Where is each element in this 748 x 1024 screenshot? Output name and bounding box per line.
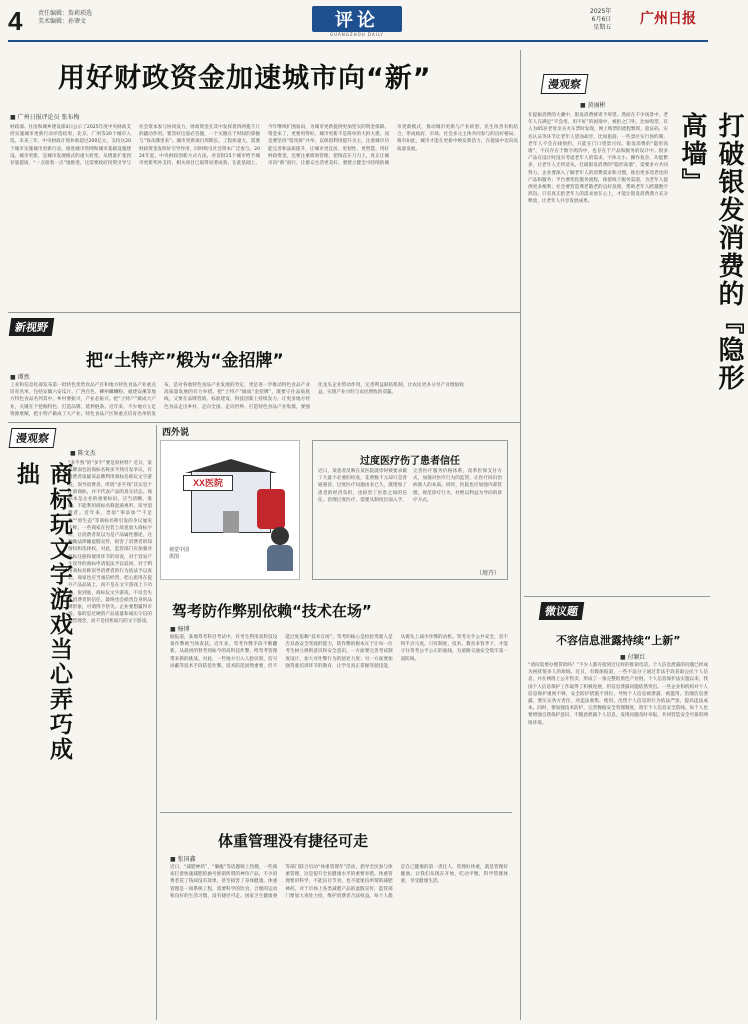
cartoon-caption (169, 547, 189, 561)
section-title: 评论 (312, 6, 402, 32)
page-number: 4 (8, 6, 23, 36)
column-divider (520, 50, 521, 1020)
overtreatment-headline: 过度医疗伤了患者信任 (360, 456, 460, 467)
lead-byline: ■ 广州日报评论员 张布梅 (10, 114, 80, 121)
silver-vertical-headline: 打破银发消费的『隐形高墙』 (677, 112, 744, 392)
date-line: 2025年 (590, 8, 612, 15)
weight-byline: ■ 张国鑫 (170, 856, 196, 863)
tuchanpin-headline: 把“土特产”煅为“金招牌” (86, 351, 284, 371)
privacy-byline: ■ 付颖红 (620, 654, 646, 661)
column-divider (156, 425, 157, 1020)
overtreatment-body: 近日，某患者反映在某医院就诊时被要求做了大量不必要的检查，花费数千元却只是普通感冒。过度医疗问题由来已久，既增加了患者的经济负担，也损害了医患之间的信任。治理过度医疗，需要从制度层面入手，完善医疗服务价格体系，改革医保支付方式，加强对医疗行为的监管，让医疗回归治病救人的本质。同时，医院也应加强内部管理，规范诊疗行为，杜绝以利益为导向的诊疗方式。 (318, 469, 502, 503)
column-tag-micro-topic: 微议题 (539, 602, 585, 620)
privacy-headline: 不容信息泄露持续“上新” (556, 634, 681, 647)
date-line: 星期五 (593, 24, 612, 31)
section-divider (524, 596, 710, 597)
tuchanpin-byline: ■ 谭然 (10, 374, 30, 381)
patient-body-icon (267, 545, 293, 571)
hospital-sign: XX医院 (183, 475, 233, 491)
weight-headline: 体重管理没有捷径可走 (218, 832, 369, 850)
cartoon-tag: 西外说 (162, 428, 190, 438)
trademark-vertical-headline: 商标玩文字游戏当心弄巧成拙 (13, 462, 72, 762)
column-tag-new-vision: 新视野 (9, 318, 55, 336)
cartoon-illustration (160, 440, 300, 580)
driving-body: 据报道，某地驾考科目考试中，有考生利用高科技设备作弊被当场查获。近年来，驾考作弊手段不断翻新，从最初的替考到如今的高科技作弊，给驾考管理带来新的挑战。对此，一些地方引入人脸识别、信号屏蔽等技术手段防范作弊。技术防范固然重要，但不能过度依赖“技术在场”。驾考的核心是检验驾驶人是否具备安全驾驶的能力，防作弊的根本在于让每一位考生树立规则意识和安全意识。一方面要完善考试制度设计，加大对作弊行为的惩处力度；另一方面要加强驾驶培训环节的教育，让学员真正掌握驾驶技能，从源头上减少作弊的动机。驾考关乎公共安全，容不得半点马虎。只有制度、技术、教育多管齐下，才能守住驾考公平公正的底线，为道路交通安全筑牢第一道防线。 (170, 635, 508, 669)
date-line: 6月6日 (591, 16, 612, 23)
patient-head-icon (271, 527, 289, 545)
column-tag-observation-right: 漫观察 (541, 74, 589, 94)
section-divider (160, 812, 512, 813)
editor-credits (38, 10, 92, 26)
column-tag-observation: 漫观察 (9, 428, 57, 448)
section-divider (8, 422, 520, 423)
tuchanpin-body: 工业和信息化部发布第一批特色优势食品产区和地方特色食品产业重点培育名单，包括安徽六安瓜片、广西百色、柳州螺蛳粉、福建安溪等地方特色食品名列其中。乡村要振兴，产业必振兴。把“土特产”做成大产业，关键在于挖掘特色、打造品牌、延伸链条。近年来，不少地方立足资源禀赋，把小特产做成了大产业。特色食品产区和重点培育名单的发布，是对各地特色食品产业发展的肯定，更是进一步推动特色食品产业高质量发展的有力举措。把“土特产”做成“金招牌”，既要守住品质底线，又要在品牌营销、标准建设、科技创新上持续发力，让更多地方特色食品走出乡村、走向全国、走向世界。打造特色食品产业集群，要强化龙头企业带动作用，完善利益联结机制，让农民更多分享产业增值收益，实现产业兴旺与农民增收的双赢。 (10, 383, 464, 417)
silver-byline: ■ 黄丽彬 (580, 102, 606, 109)
caption-line: 供图 (169, 554, 180, 560)
newspaper-logo: 广州日报 (640, 11, 696, 27)
trademark-body: “多半熟”的“多半”要是原材料？近日，某品牌面包因商标名称多半熟引发争议，有消费者质疑该品牌利用商标名称玩文字游戏，误导消费者。所谓“多半熟”其实是个注册商标，并不代表产品的真实状态。商标本是企业的重要标识，应当清晰、准确，不能利用商标名称混淆视听、误导消费者。近年来，类似“零添加”“千足金”“原生态”等商标名称引发的争议屡见不鲜。一些商家在包装上故意放大商标字样，让消费者误以为是产品属性描述，这种做法涉嫌虚假宣传，损害了消费者的知情权和选择权。对此，监管部门应加强对商标注册和使用环节的审查，对于容易产生误导的商标申请依法予以驳回，对于利用商标名称误导消费者的行为依法予以查处。商家也应当诚信经营，把心思用在提升产品品质上，而不是在文字游戏上下功夫。说到底，商标玩文字游戏，不仅会失去消费者的信任，最终也会损害自身的品牌形象，可谓得不偿失。企业要想赢得市场，靠的是过硬的产品质量和诚实守信的经营理念，而不是投机取巧的文字游戏。 (68, 461, 152, 625)
section-divider (8, 312, 520, 313)
driving-byline: ■ 杨博 (170, 626, 190, 633)
overtreatment-author: （周卉） (476, 570, 501, 577)
hospital-door (223, 511, 239, 533)
weight-body: 近日，“减肥神药”、“躺瘦”等话题频上热搜，一些商家打着快速减肥的旗号推销所谓的神奇产品，不少消费者花了钱却没有效果，甚至损害了身体健康。体重管理是一项系统工程，需要科学的饮食、合理的运动和良好的生活习惯，没有捷径可走。国家卫生健康委等部门联合启动“体重管理年”活动，倡导全民参与体重管理，这是提升全民健康水平的重要举措。体重管理要讲科学，不能盲目节食，也不能迷信所谓的减肥神药。对于市场上各类减肥产品的虚假宣传，监管部门要加大查处力度，维护消费者合法权益。每个人都是自己健康的第一责任人，管理好体重，就是管理好健康。让我们从现在开始，吃动平衡，科学管理体重，享受健康生活。 (170, 865, 508, 899)
editor-line: 美术编辑：孙肇文 (38, 18, 87, 25)
trademark-byline: ■ 陈文杰 (70, 450, 96, 457)
wallet-icon (257, 489, 285, 529)
masthead (0, 0, 716, 40)
lead-headline: 用好财政资金加速城市向“新” (58, 63, 432, 94)
silver-body: 在提振消费的大潮中，银发消费被寄予厚望。然而在不少场景中，老年人在满足“不会用、用不好”的困境中，被拒之门外。比如购票，有人为65岁老母亲买火车票时发现，网上购票的流程繁琐，验证码、实名认证等环节让老年人望而却步。比如旅游，一些景区实行预约制，老年人不会在线预约，只能在门口望景兴叹。银发消费的“隐形高墙”，不仅存在于数字鸿沟中，也存在于产品和服务的设计中。很多产品在设计时没有考虑老年人的需求，字体太小、操作复杂、功能繁多，让老年人无所适从。打破银发消费的“隐形高墙”，需要多方共同努力。企业要深入了解老年人的消费需求和习惯，推出更多适老化的产品和服务；平台要优化服务流程，保留线下服务渠道，为老年人提供更多便利；社会要营造尊老敬老的良好氛围，帮助老年人跨越数字鸿沟。只有真正把老年人的需求放在心上，才能让银发消费潜力充分释放，让老年人共享发展成果。 (528, 113, 668, 205)
masthead-rule (8, 40, 708, 42)
privacy-body: “请问需要办理贷款吗？”不少人都有接到过这样的推销电话。个人信息泄露的问题已经成为困扰很多人的烦恼。近日，有媒体报道，一些不法分子通过非法手段获取公民个人信息，并在网络上公开售卖，形成了一条完整的黑色产业链。个人信息保护法实施以来，我国个人信息保护工作取得了积极进展，但信息泄露问题依然突出。一些企业和机构对个人信息保护重视不够，安全防护措施不到位，导致个人信息被泄露、被滥用。治理信息泄露，要压实各方责任，对违法收集、使用、出售个人信息的行为依法严惩，提高违法成本。同时，要加强技术防护，完善数据安全管理制度，筑牢个人信息安全防线。每个人也要增强自我保护意识，不随意泄露个人信息，发现问题及时举报，共同营造安全可靠的网络环境。 (528, 663, 708, 726)
editor-line: 责任编辑：詹莉琐选 (38, 10, 93, 17)
lead-body: 财政部、住房和城乡建设部4日公示了2025年度中央财政支持实施城市更新行动评选结果，北京、广州等20个城市入选。未来三年，中央财政计划补助超过200亿元，支持这20个城市实施城市更新行动，推进城市管网和城市基础设施建设。城市更新，是城市发展模式的重大转变。从增量扩张到存量提质，“一点接着一点”地推进，这需要政府投资引导与社会资本参与协同发力，财政资金在其中发挥着四两拨千斤的撬动作用。要答好这道必答题，一个关键在于时间的掌握与“钱从哪里来”。城市更新项目周期长、工程体量大，需要财政资金发挥好引导作用，同时吸引社会资本广泛参与。2024年起，中央财政创新方式方法，对首批15个城市给予城市更新奖补支持，相关项目已取得显著成效。在此基础上，今年继续扩围加码，为城市更新提供更加坚实的资金保障。资金来了，更要用得好。城市更新不是简单的大拆大建，而是要坚持“留改拆”并举，以保留利用提升为主，注重城市功能完善和品质提升，让城市更宜居、更韧性、更智慧。用好财政资金，还要注重绩效管理，把钱花在刀刃上，真正让城市向“新”而行，让群众生活更美好。要建立健全可持续的城市更新模式，推动城市更新与产业转型、民生改善有机结合，形成政府、市场、社会多元主体共同参与的良好格局。唯有如此，城市才能在更新中焕发新活力，在提质中迈向高质量发展。 (10, 125, 518, 167)
caption-line: 视觉中国 (169, 547, 190, 553)
section-subtitle: GUANGZHOU DAILY (329, 32, 385, 37)
driving-headline: 驾考防作弊别依赖“技术在场” (172, 602, 372, 620)
publication-date (590, 8, 611, 32)
